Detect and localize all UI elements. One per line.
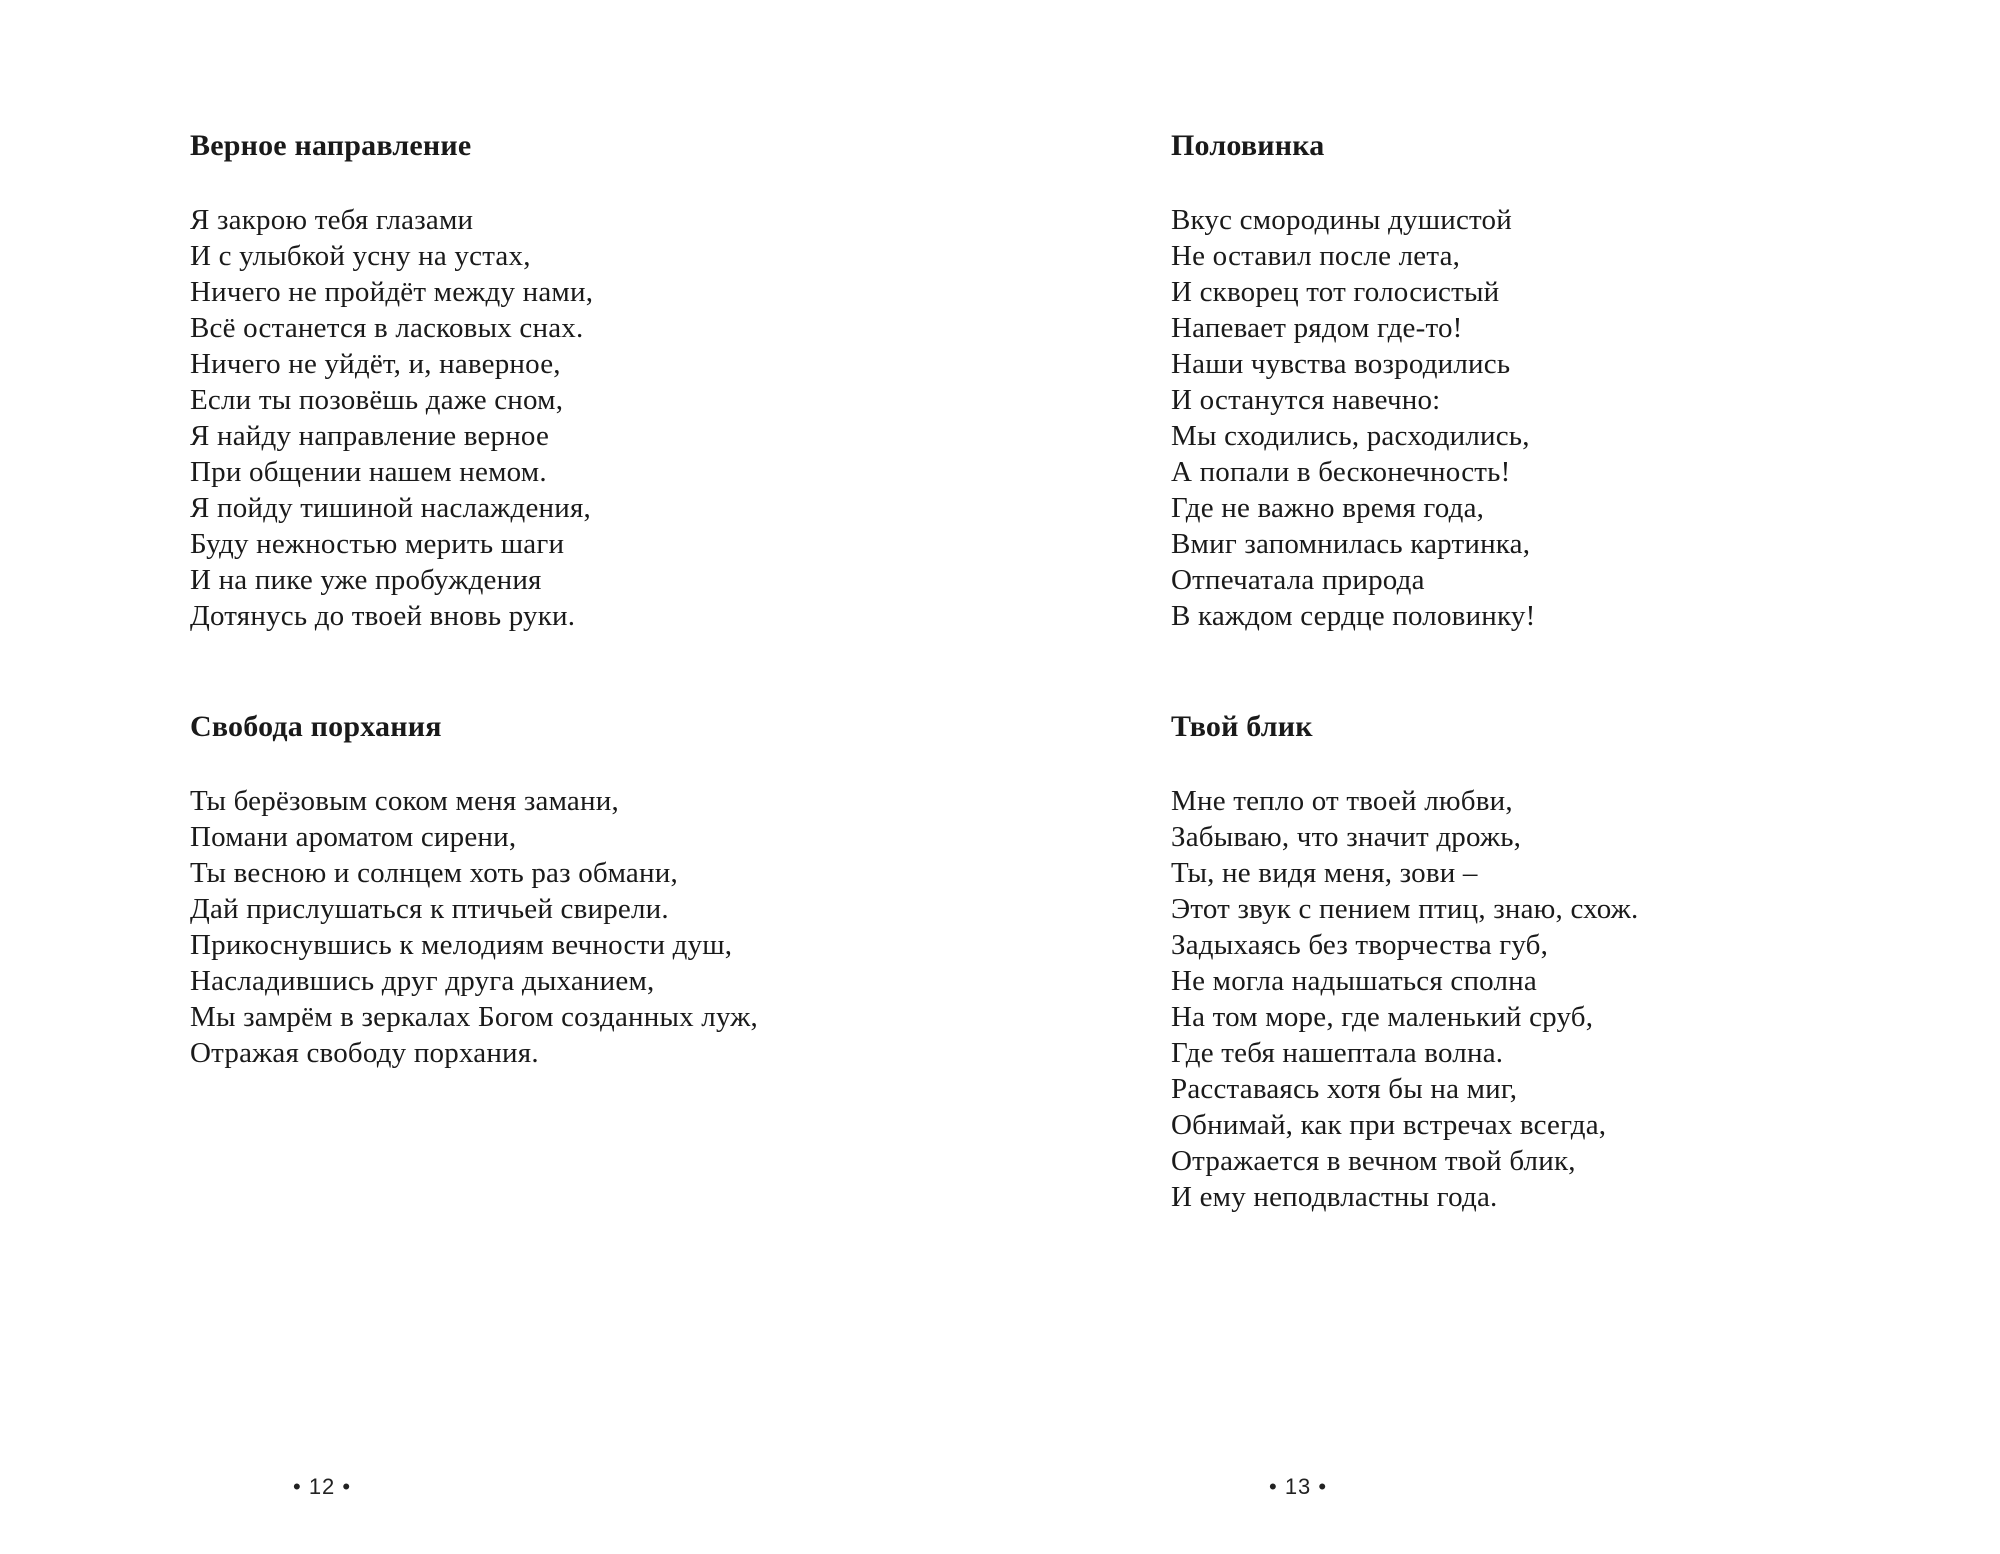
poem-tvoy-blik [1171,709,1638,1215]
poem-line: Буду нежностью мерить шаги [190,528,565,560]
right-page [1000,0,2000,1554]
poem-line: И скворец тот голосистый [1171,276,1500,308]
poem-stanza [190,783,758,1071]
poem-line: Прикоснувшись к мелодиям вечности душ, [190,929,733,961]
poem-line: Ничего не пройдёт между нами, [190,276,594,308]
poem-line: Вмиг запомнилась картинка, [1171,528,1531,560]
poem-line: Ты берёзовым соком меня замани, [190,785,619,817]
poem-line: Я закрою тебя глазами [190,204,474,236]
poem-line: Отражается в вечном твой блик, [1171,1145,1576,1177]
poem-line: Я найду направление верное [190,420,550,452]
poem-line: При общении нашем немом. [190,456,547,488]
poem-stanza [1171,202,1535,634]
poem-vernoe-napravlenie [190,128,593,634]
poem-line: А попали в бесконечность! [1171,456,1511,488]
poem-line: Ты, не видя меня, зови – [1171,857,1478,889]
poem-title: Половинка [1171,129,1325,162]
poem-line: Отражая свободу порхания. [190,1037,539,1069]
poem-line: Мне тепло от твоей любви, [1171,785,1513,817]
poem-line: Где тебя нашептала волна. [1171,1037,1504,1069]
poem-line: Отпечатала природа [1171,564,1425,596]
poem-line: Не могла надышаться сполна [1171,965,1537,997]
poem-line: Наши чувства возродились [1171,348,1511,380]
page-number: • 12 • [293,1474,352,1499]
poem-line: Если ты позовёшь даже сном, [190,384,564,416]
poem-line: Расставаясь хотя бы на миг, [1171,1073,1518,1105]
poem-line: Где не важно время года, [1171,492,1485,524]
poem-line: Я пойду тишиной наслаждения, [190,492,591,524]
poem-line: Мы сходились, расходились, [1171,420,1530,452]
poem-line: Этот звук с пением птиц, знаю, схож. [1171,893,1639,925]
poem-line: Задыхаясь без творчества губ, [1171,929,1549,961]
page-number: • 13 • [1269,1474,1328,1499]
poem-line: И с улыбкой усну на устах, [190,240,531,272]
poem-line: Насладившись друг друга дыханием, [190,965,655,997]
poem-line: Забываю, что значит дрожь, [1171,821,1522,853]
poem-title: Верное направление [190,129,472,162]
poem-title: Твой блик [1171,710,1313,743]
poem-line: Не оставил после лета, [1171,240,1461,272]
poem-line: Ничего не уйдёт, и, наверное, [190,348,561,380]
poem-line: Дотянусь до твоей вновь руки. [190,600,576,632]
poem-svoboda-porkhaniya [190,709,758,1071]
poem-line: Мы замрём в зеркалах Богом созданных луж, [190,1001,758,1033]
poem-line: Обнимай, как при встречах всегда, [1171,1109,1607,1141]
poem-polovinka [1171,128,1535,634]
poem-line: В каждом сердце половинку! [1171,600,1536,632]
poem-line: Ты весною и солнцем хоть раз обмани, [190,857,678,889]
poem-line: Дай прислушаться к птичьей свирели. [190,893,669,925]
poem-line: Напевает рядом где-то! [1171,312,1463,344]
poem-line: Вкус смородины душистой [1171,204,1512,236]
poem-line: Помани ароматом сирени, [190,821,517,853]
poem-stanza [190,202,593,634]
poem-line: На том море, где маленький сруб, [1171,1001,1594,1033]
poem-title: Свобода порхания [190,710,442,743]
poem-line: И на пике уже пробуждения [190,564,542,596]
poem-line: Всё останется в ласковых снах. [190,312,584,344]
poem-stanza [1171,783,1638,1215]
poem-line: И ему неподвластны года. [1171,1181,1498,1213]
poem-line: И останутся навечно: [1171,384,1441,416]
